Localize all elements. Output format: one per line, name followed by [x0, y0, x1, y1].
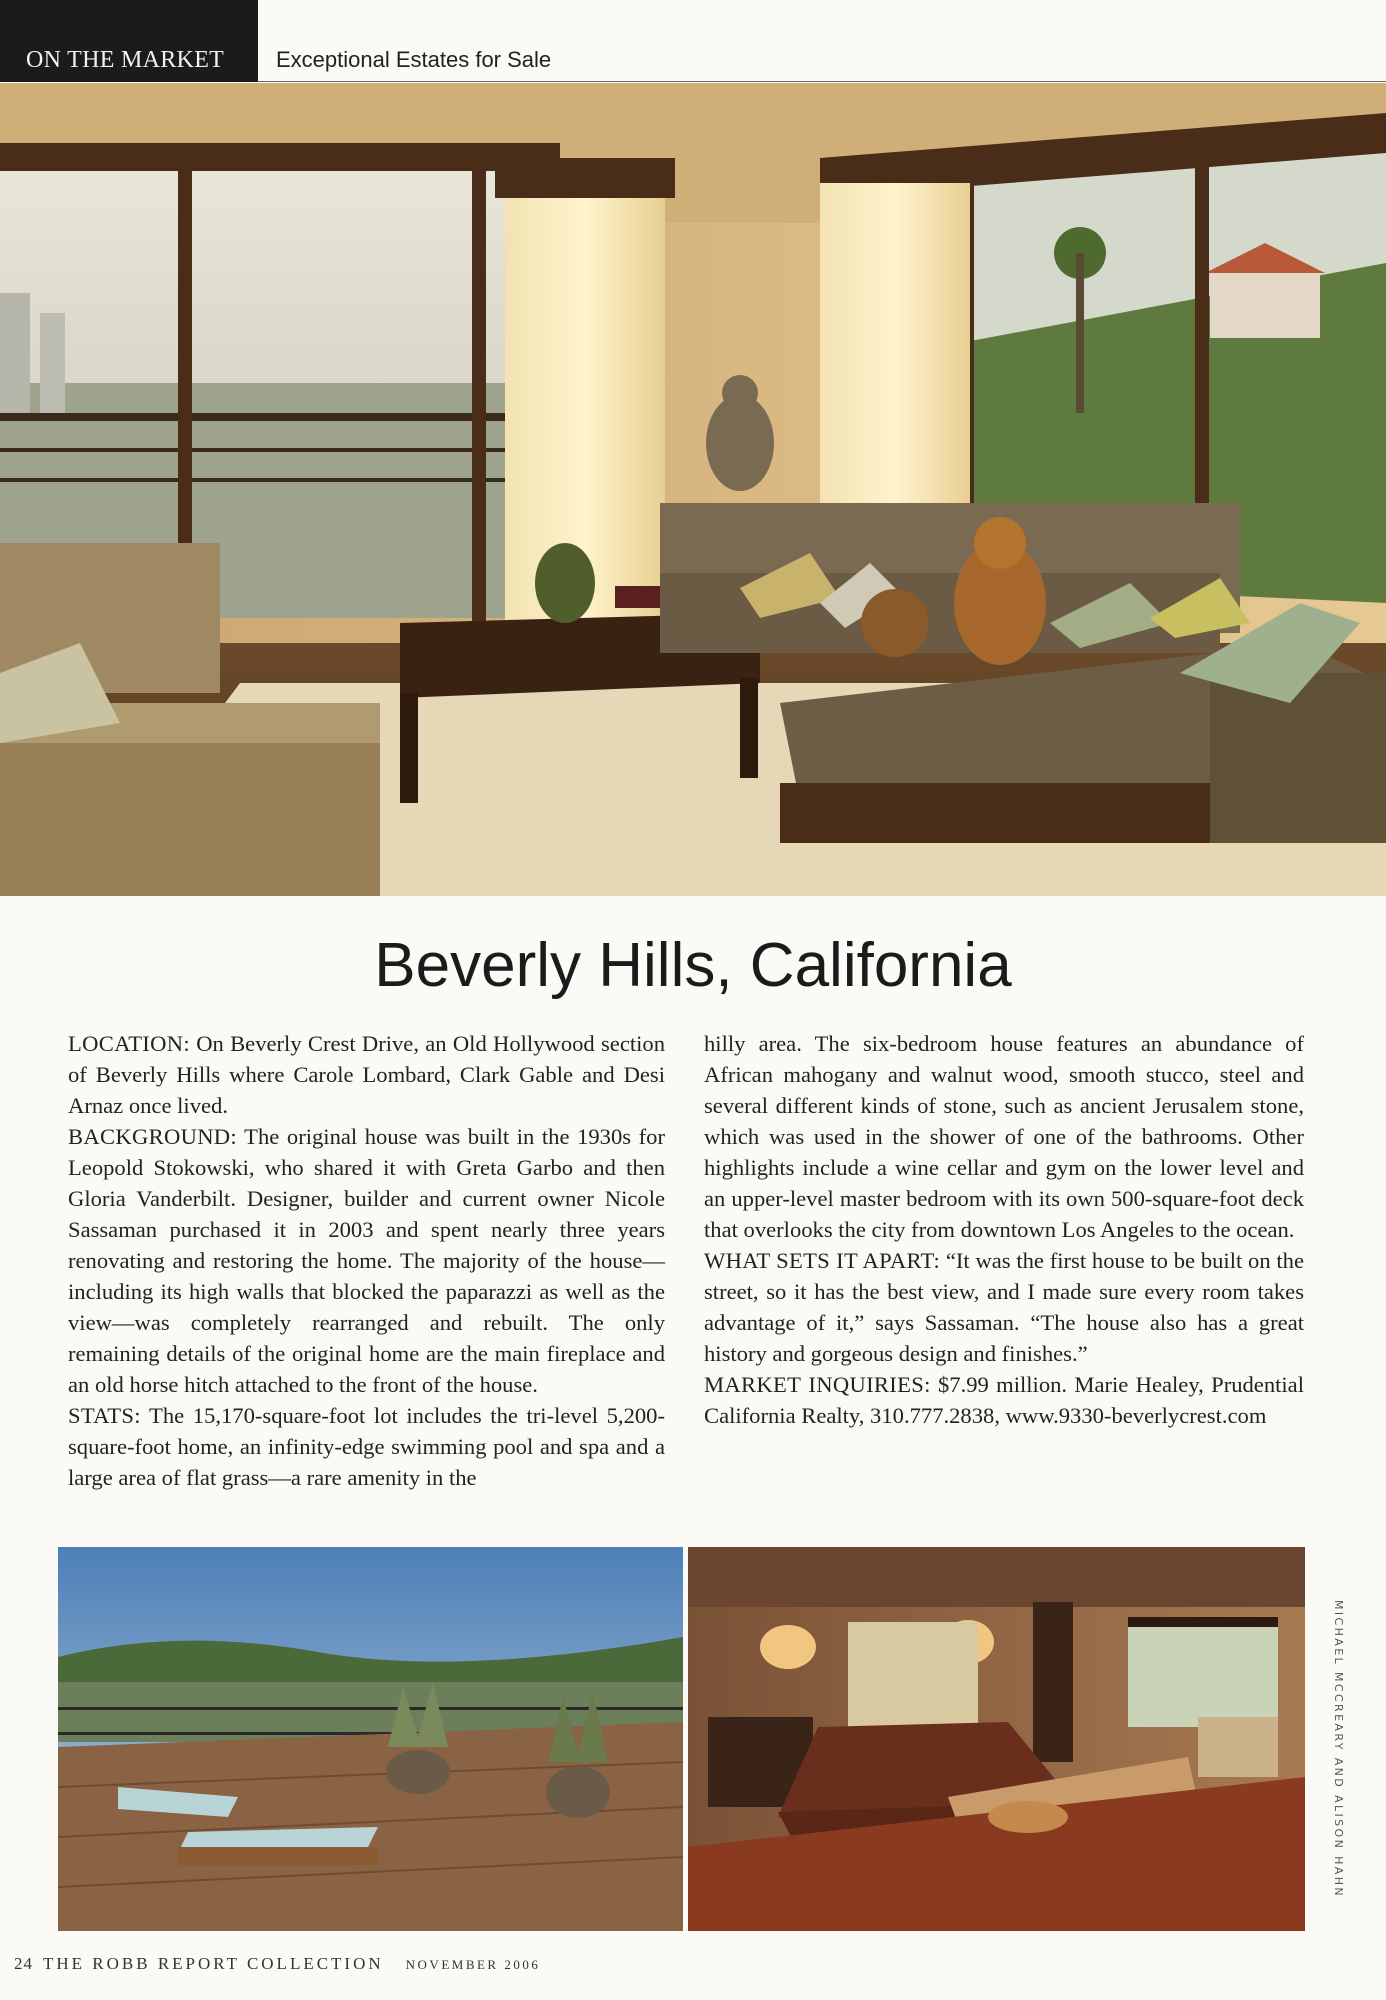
section-tab	[0, 0, 258, 82]
location-label: LOCATION:	[68, 1031, 190, 1056]
article-column-right	[704, 1028, 1304, 1431]
background-label: BACKGROUND:	[68, 1124, 238, 1149]
living-room-photo	[0, 83, 1386, 896]
section-title: Exceptional Estates for Sale	[276, 47, 552, 72]
apart-paragraph	[704, 1245, 1304, 1369]
photo-credit: MICHAEL MCCREARY AND ALISON HAHN	[1332, 1600, 1345, 1898]
stats-paragraph-continued: hilly area. The six-bedroom house features an abundance of African mahogany and walnut wood, smooth stucco, steel and several different kinds of stone, such as ancient Jerusalem stone, which was used in the shower of one of the bathrooms. Other highlights include a wine cellar and gym on the lower level and an upper-level master bedroom with its own 500-square-foot deck that overlooks the city from downtown Los Angeles to the ocean.	[704, 1031, 1304, 1242]
section-tab-label: ON THE MARKET	[26, 47, 225, 73]
article-title: Beverly Hills, California	[374, 931, 1012, 1000]
location-paragraph	[68, 1028, 665, 1121]
page-number: 24	[14, 1954, 33, 1973]
stats-text: The 15,170-square-foot lot includes the tri-level 5,200-square-foot home, an infinity-edge swimming pool and spa and a large area of flat grass—a rare amenity in the	[68, 1403, 665, 1490]
header-rule	[258, 81, 1386, 82]
deck-photo	[58, 1547, 683, 1931]
background-text: The original house was built in the 1930s for Leopold Stokowski, who shared it with Greta Garbo and then Gloria Vanderbilt. Designer, builder and current owner Nicole Sassaman purchased it in 2003 and spent nearly three years renovating and restoring the home. The majority of the house—including its high walls that blocked the paparazzi as well as the view—was completely rearranged and rebuilt. The only remaining details of the original home are the main fireplace and an old horse hitch attached to the front of the house.	[68, 1124, 665, 1397]
apart-label: WHAT SETS IT APART:	[704, 1248, 941, 1273]
stats-paragraph	[68, 1400, 665, 1493]
bedroom-photo	[688, 1547, 1305, 1931]
background-paragraph	[68, 1121, 665, 1400]
inquiries-label: MARKET INQUIRIES:	[704, 1372, 931, 1397]
publication-name: THE ROBB REPORT COLLECTION	[43, 1954, 384, 1973]
inquiries-text: $7.99 million. Marie Healey, Prudential California Realty, 310.777.2838, www.9330-beverlycrest.com	[704, 1372, 1304, 1428]
issue-date: NOVEMBER 2006	[405, 1957, 541, 1972]
location-text: On Beverly Crest Drive, an Old Hollywood section of Beverly Hills where Carole Lombard, Clark Gable and Desi Arnaz once lived.	[68, 1031, 665, 1118]
page-footer	[14, 1954, 540, 1974]
inquiries-paragraph	[704, 1369, 1304, 1431]
apart-text: “It was the first house to be built on the street, so it has the best view, and I made sure every room takes advantage of it,” says Sassaman. “The house also has a great history and gorgeous design and finishes.”	[704, 1248, 1304, 1366]
article-column-left	[68, 1028, 665, 1493]
stats-label: STATS:	[68, 1403, 141, 1428]
